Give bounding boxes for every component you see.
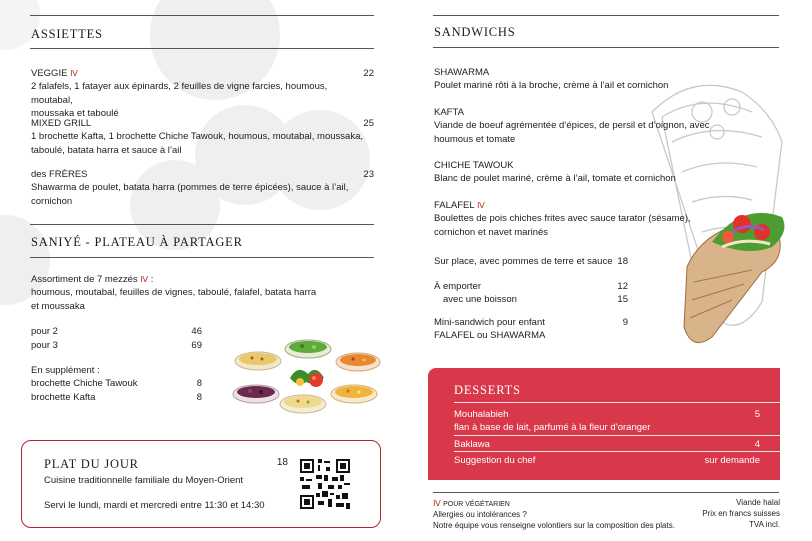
- sandwichs-title: SANDWICHS: [434, 25, 516, 39]
- supplement-label: En supplément :: [31, 365, 100, 376]
- item-desc: 1 brochette Kafta, 1 brochette Chiche Tawouk, houmous, moutabal, moussaka,: [31, 131, 363, 143]
- supplement-item: brochette Chiche Tawouk: [31, 378, 138, 389]
- saniye-top-rule: [30, 224, 374, 225]
- plat-du-jour-price: 18: [276, 457, 288, 468]
- desserts-rule: [454, 402, 780, 403]
- item-desc: Viande de boeuf agrémentée d’épices, de persil et d’oignon, avec: [434, 120, 710, 132]
- boisson-label: avec une boisson: [443, 294, 517, 305]
- saniye-desc: houmous, moutabal, feuilles de vignes, taboulé, falafel, batata harra: [31, 287, 317, 299]
- item-price: 23: [363, 169, 374, 180]
- allergies-notice: Notre équipe vous renseigne volontiers sur la composition des plats.: [433, 520, 675, 530]
- veg-icon: Ⅳ: [140, 274, 149, 284]
- saniye-title: SANIYÉ - PLATEAU À PARTAGER: [31, 235, 243, 249]
- menu-item-shawarma: [434, 66, 704, 93]
- tva-text: TVA incl.: [749, 519, 780, 529]
- item-desc: cornichon et navet marinés: [434, 226, 549, 238]
- emporter-price: 12: [617, 281, 628, 292]
- item-desc: Shawarma de poulet, batata harra (pommes de terre épicées), sauce à l’ail, cornichon: [31, 182, 349, 207]
- item-name: VEGGIE: [31, 68, 68, 79]
- halal-text: Viande halal: [736, 498, 780, 507]
- item-name: des FRÈRES: [31, 169, 88, 180]
- sur-place-price: 18: [617, 256, 628, 267]
- saniye-bottom-rule: [30, 257, 374, 258]
- desserts-title: DESSERTS: [454, 383, 521, 397]
- allergies-text: Allergies ou intolérances ?: [433, 509, 527, 519]
- supplement-price: 8: [196, 378, 202, 389]
- sandwichs-top-rule: [433, 15, 779, 16]
- item-name: KAFTA: [434, 107, 464, 118]
- menu-item-kafta: [434, 106, 714, 146]
- item-name: CHICHE TAWOUK: [434, 160, 514, 171]
- emporter-label: À emporter: [434, 281, 481, 292]
- supplement-item: brochette Kafta: [31, 392, 96, 403]
- item-price: 22: [363, 68, 374, 79]
- mezze-bowl: [336, 353, 380, 371]
- mezze-bowl: [233, 385, 279, 403]
- currency-text: Prix en francs suisses: [702, 508, 780, 518]
- dessert-name: Suggestion du chef: [454, 455, 536, 466]
- footer-right: [680, 498, 780, 530]
- qr-code-icon[interactable]: [300, 459, 350, 509]
- menu-item-des-freres: [31, 168, 371, 208]
- boisson-price: 15: [617, 294, 628, 305]
- item-desc: houmous et tomate: [434, 133, 516, 145]
- veg-icon: Ⅳ: [433, 498, 441, 508]
- saniye-intro-suffix: :: [148, 274, 154, 285]
- item-name: MIXED GRILL: [31, 118, 92, 129]
- mezze-bowl: [285, 340, 331, 358]
- item-desc: Blanc de poulet mariné, crème à l’ail, tomate et cornichon: [434, 173, 676, 185]
- mini-sandwich-price: 9: [622, 317, 628, 328]
- dessert-price: 5: [754, 409, 760, 420]
- item-price: 25: [363, 118, 374, 129]
- mini-sandwich-label: Mini-sandwich pour enfant: [434, 317, 545, 328]
- saniye-pour3: pour 3: [31, 340, 58, 351]
- dessert-price: 4: [754, 439, 760, 450]
- saniye-desc: et moussaka: [31, 300, 85, 312]
- saniye-description: [31, 273, 341, 313]
- veg-icon: Ⅳ: [70, 68, 78, 78]
- footer-rule: [433, 492, 779, 493]
- item-desc: Boulettes de pois chiches frites avec sauce tarator (sésame),: [434, 213, 691, 225]
- item-desc: 2 falafels, 1 fatayer aux épinards, 2 feuilles de vigne farcies, houmous, moutabal,: [31, 81, 328, 106]
- plat-du-jour-schedule: Servi le lundi, mardi et mercredi entre 11:30 et 14:30: [44, 500, 265, 511]
- item-name: FALAFEL: [434, 200, 475, 211]
- supplement-price: 8: [196, 392, 202, 403]
- item-desc: moussaka et taboulé: [31, 107, 119, 119]
- item-name: SHAWARMA: [434, 67, 490, 78]
- veg-legend: POUR VÉGÉTARIEN: [443, 501, 510, 508]
- menu-item-chiche-tawouk: [434, 159, 714, 186]
- menu-item-veggie: [31, 67, 371, 120]
- dessert-desc: flan à base de lait, parfumé à la fleur d’oranger: [454, 422, 651, 433]
- saniye-pour3-price: 69: [191, 340, 202, 351]
- dessert-price: sur demande: [704, 455, 760, 466]
- mezze-bowl: [280, 395, 326, 413]
- assiettes-top-rule: [30, 15, 374, 16]
- mezze-illustration: [228, 334, 384, 418]
- sandwichs-bottom-rule: [433, 47, 779, 48]
- menu-item-falafel: [434, 199, 714, 239]
- desserts-rule: [454, 451, 780, 452]
- mezze-bowl: [331, 385, 377, 403]
- dessert-name: Baklawa: [454, 439, 490, 450]
- assiettes-bottom-rule: [30, 48, 374, 49]
- veg-icon: Ⅳ: [476, 200, 485, 210]
- plat-du-jour-title: PLAT DU JOUR: [44, 457, 139, 471]
- footer-left: [433, 498, 675, 531]
- item-desc: Poulet mariné rôti à la broche, crème à l’ail et cornichon: [434, 80, 669, 92]
- mini-sandwich-desc: FALAFEL ou SHAWARMA: [434, 330, 546, 341]
- desserts-rule: [454, 435, 780, 436]
- menu-item-mixed-grill: [31, 117, 371, 157]
- dessert-name: Mouhalabieh: [454, 409, 509, 420]
- desserts-panel: [428, 368, 780, 480]
- saniye-pour2-price: 46: [191, 326, 202, 337]
- plat-du-jour-desc: Cuisine traditionnelle familiale du Moyen-Orient: [44, 475, 244, 486]
- sur-place-label: Sur place, avec pommes de terre et sauce: [434, 256, 613, 267]
- assiettes-title: ASSIETTES: [31, 27, 103, 41]
- item-desc: taboulé, batata harra et sauce à l’ail: [31, 144, 182, 156]
- mezze-bowl: [235, 352, 281, 370]
- saniye-intro: Assortiment de 7 mezzés: [31, 274, 138, 285]
- saniye-pour2: pour 2: [31, 326, 58, 337]
